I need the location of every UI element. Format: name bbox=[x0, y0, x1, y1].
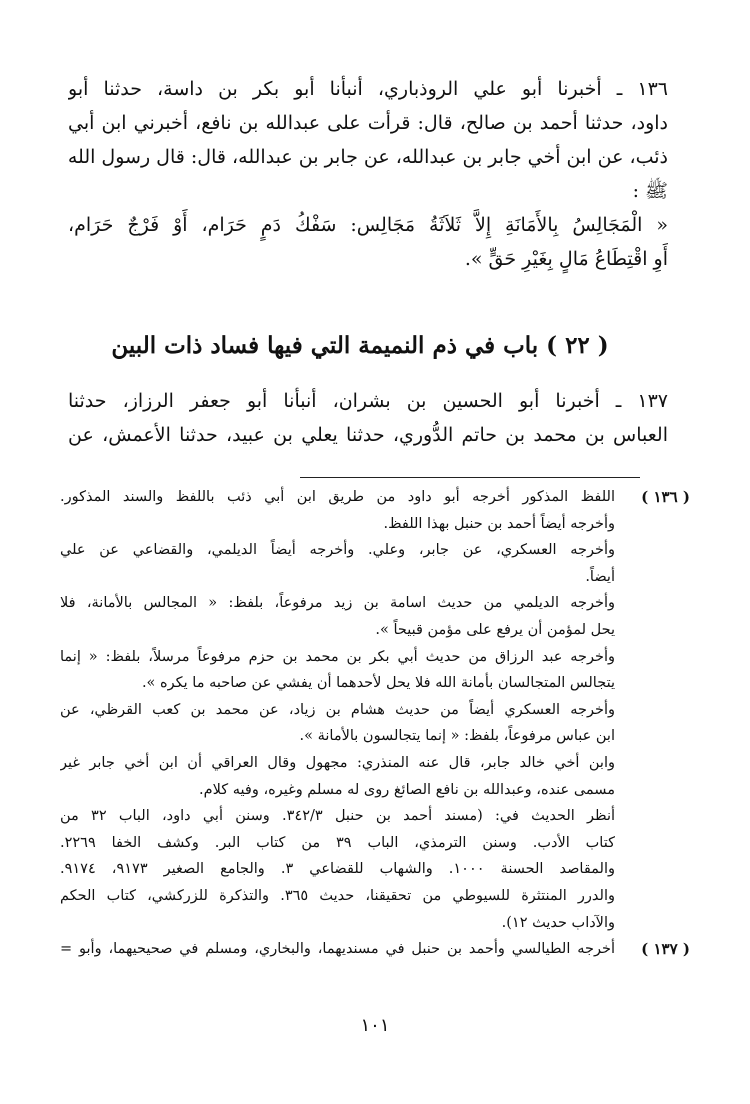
footnote-body bbox=[60, 936, 615, 963]
hadith-136-line-4: ﷺ : bbox=[632, 180, 668, 202]
footnote-136 bbox=[60, 484, 690, 936]
footnote-number: ( ١٣٦ ) bbox=[641, 488, 690, 506]
footnote-line: يتجالس المتجالسان بأمانة الله فلا يحل لأحدهما أن يفشي عن صاحبه ما يكره ». bbox=[141, 675, 615, 692]
footnote-line: وأخرجه الديلمي من حديث اسامة بن زيد مرفوعاً، بلفظ: « المجالس بالأمانة، فلا bbox=[60, 595, 615, 612]
hadith-136-line-6: أَوِ اقْتِطَاعُ مَالٍ بِغَيْرِ حَقٍّ ». bbox=[464, 248, 668, 270]
hadith-136-line-5: « الْمَجَالِسُ بِالأَمَانَةِ إِلاَّ ثَلاَثَةُ مَجَالِس: سَفْكُ دَمٍ حَرَام، أَوْ فَرْجٌ حَرَام، bbox=[68, 214, 668, 236]
footnotes bbox=[60, 484, 690, 963]
footnote-line: اللفظ المذكور أخرجه أبو داود من طريق ابن أبي ذئب باللفظ والسند المذكور. bbox=[60, 489, 615, 505]
footnote-line: والدرر المنتثرة للسيوطي من تحقيقنا، حديث ٣٦٥. والتذكرة للزركشي، كتاب الحكم bbox=[60, 887, 615, 904]
footnote-line: أنظر الحديث في: (مسند أحمد بن حنبل ٣٤٢/٣. وسنن أبي داود، الباب ٣٢ من bbox=[60, 808, 615, 825]
footnote-line: وابن أخي خالد جابر، قال عنه المنذري: مجهول وقال العراقي أن ابن أخي جابر غير bbox=[60, 754, 615, 771]
footnote-line: يحل لمؤمن أن يرفع على مؤمن قبيحاً ». bbox=[375, 621, 615, 638]
footnote-line: ابن عباس مرفوعاً، بلفظ: « إنما يتجالسون بالأمانة ». bbox=[299, 728, 615, 745]
footnote-line: وأخرجه العسكري، عن جابر، وعلي. وأخرجه أيضاً الديلمي، والقضاعي عن علي bbox=[60, 542, 615, 559]
footnote-divider bbox=[300, 477, 640, 478]
hadith-136 bbox=[68, 72, 668, 276]
hadith-137-line-1: ١٣٧ ـ أخبرنا أبو الحسين بن بشران، أنبأنا أبو جعفر الرزاز، حدثنا bbox=[68, 390, 668, 412]
hadith-137-line-2: العباس بن محمد بن حاتم الدُّوري، حدثنا يعلي بن عبيد، حدثنا الأعمش، عن bbox=[68, 424, 668, 446]
hadith-136-line-1: ١٣٦ ـ أخبرنا أبو علي الروذباري، أنبأنا أبو بكر بن داسة، حدثنا أبو bbox=[68, 78, 668, 100]
page-number: ١٠١ bbox=[360, 1015, 390, 1036]
footnote-line: مسمى عنده، وعبدالله بن نافع الصائغ روى له مسلم وغيره، وفيه كلام. bbox=[199, 781, 615, 798]
hadith-137 bbox=[68, 384, 668, 452]
footnote-line: والمقاصد الحسنة ١٠٠٠. والشهاب للقضاعي ٣. والجامع الصغير ٩١٧٣، ٩١٧٤. bbox=[60, 861, 615, 878]
footnote-number: ( ١٣٧ ) bbox=[641, 940, 690, 959]
footnote-body bbox=[60, 484, 615, 936]
chapter-heading: ( ٢٢ ) باب في ذم النميمة التي فيها فساد ذات البين bbox=[111, 332, 609, 359]
footnote-line: وأخرجه أيضاً أحمد بن حنبل بهذا اللفظ. bbox=[383, 515, 615, 532]
footnote-line: والآداب حديث ١٢). bbox=[501, 914, 615, 931]
footnote-line: كتاب الأدب. وسنن الترمذي، الباب ٣٩ من كتاب البر. وكشف الخفا ٢٢٦٩. bbox=[60, 834, 615, 851]
footnote-line: وأخرجه العسكري أيضاً من حديث هشام بن زياد، عن محمد بن كعب القرظي، عن bbox=[60, 701, 615, 718]
footnote-line: وأخرجه عبد الرزاق من حديث أبي بكر بن محمد بن حزم مرفوعاً مرسلاً، بلفظ: « إنما bbox=[60, 648, 615, 665]
footnote-line: أيضاً. bbox=[585, 568, 615, 585]
footnote-line: أخرجه الطيالسي وأحمد بن حنبل في مسنديهما، والبخاري، ومسلم في صحيحيهما، وأبو = bbox=[60, 941, 615, 958]
hadith-136-line-3: ذئب، عن ابن أخي جابر بن عبدالله، عن جابر بن عبدالله، قال: قال رسول الله bbox=[68, 146, 668, 168]
footnote-137 bbox=[60, 936, 690, 963]
hadith-136-line-2: داود، حدثنا أحمد بن صالح، قال: قرأت على عبدالله بن نافع، أخبرني ابن أبي bbox=[68, 112, 668, 134]
